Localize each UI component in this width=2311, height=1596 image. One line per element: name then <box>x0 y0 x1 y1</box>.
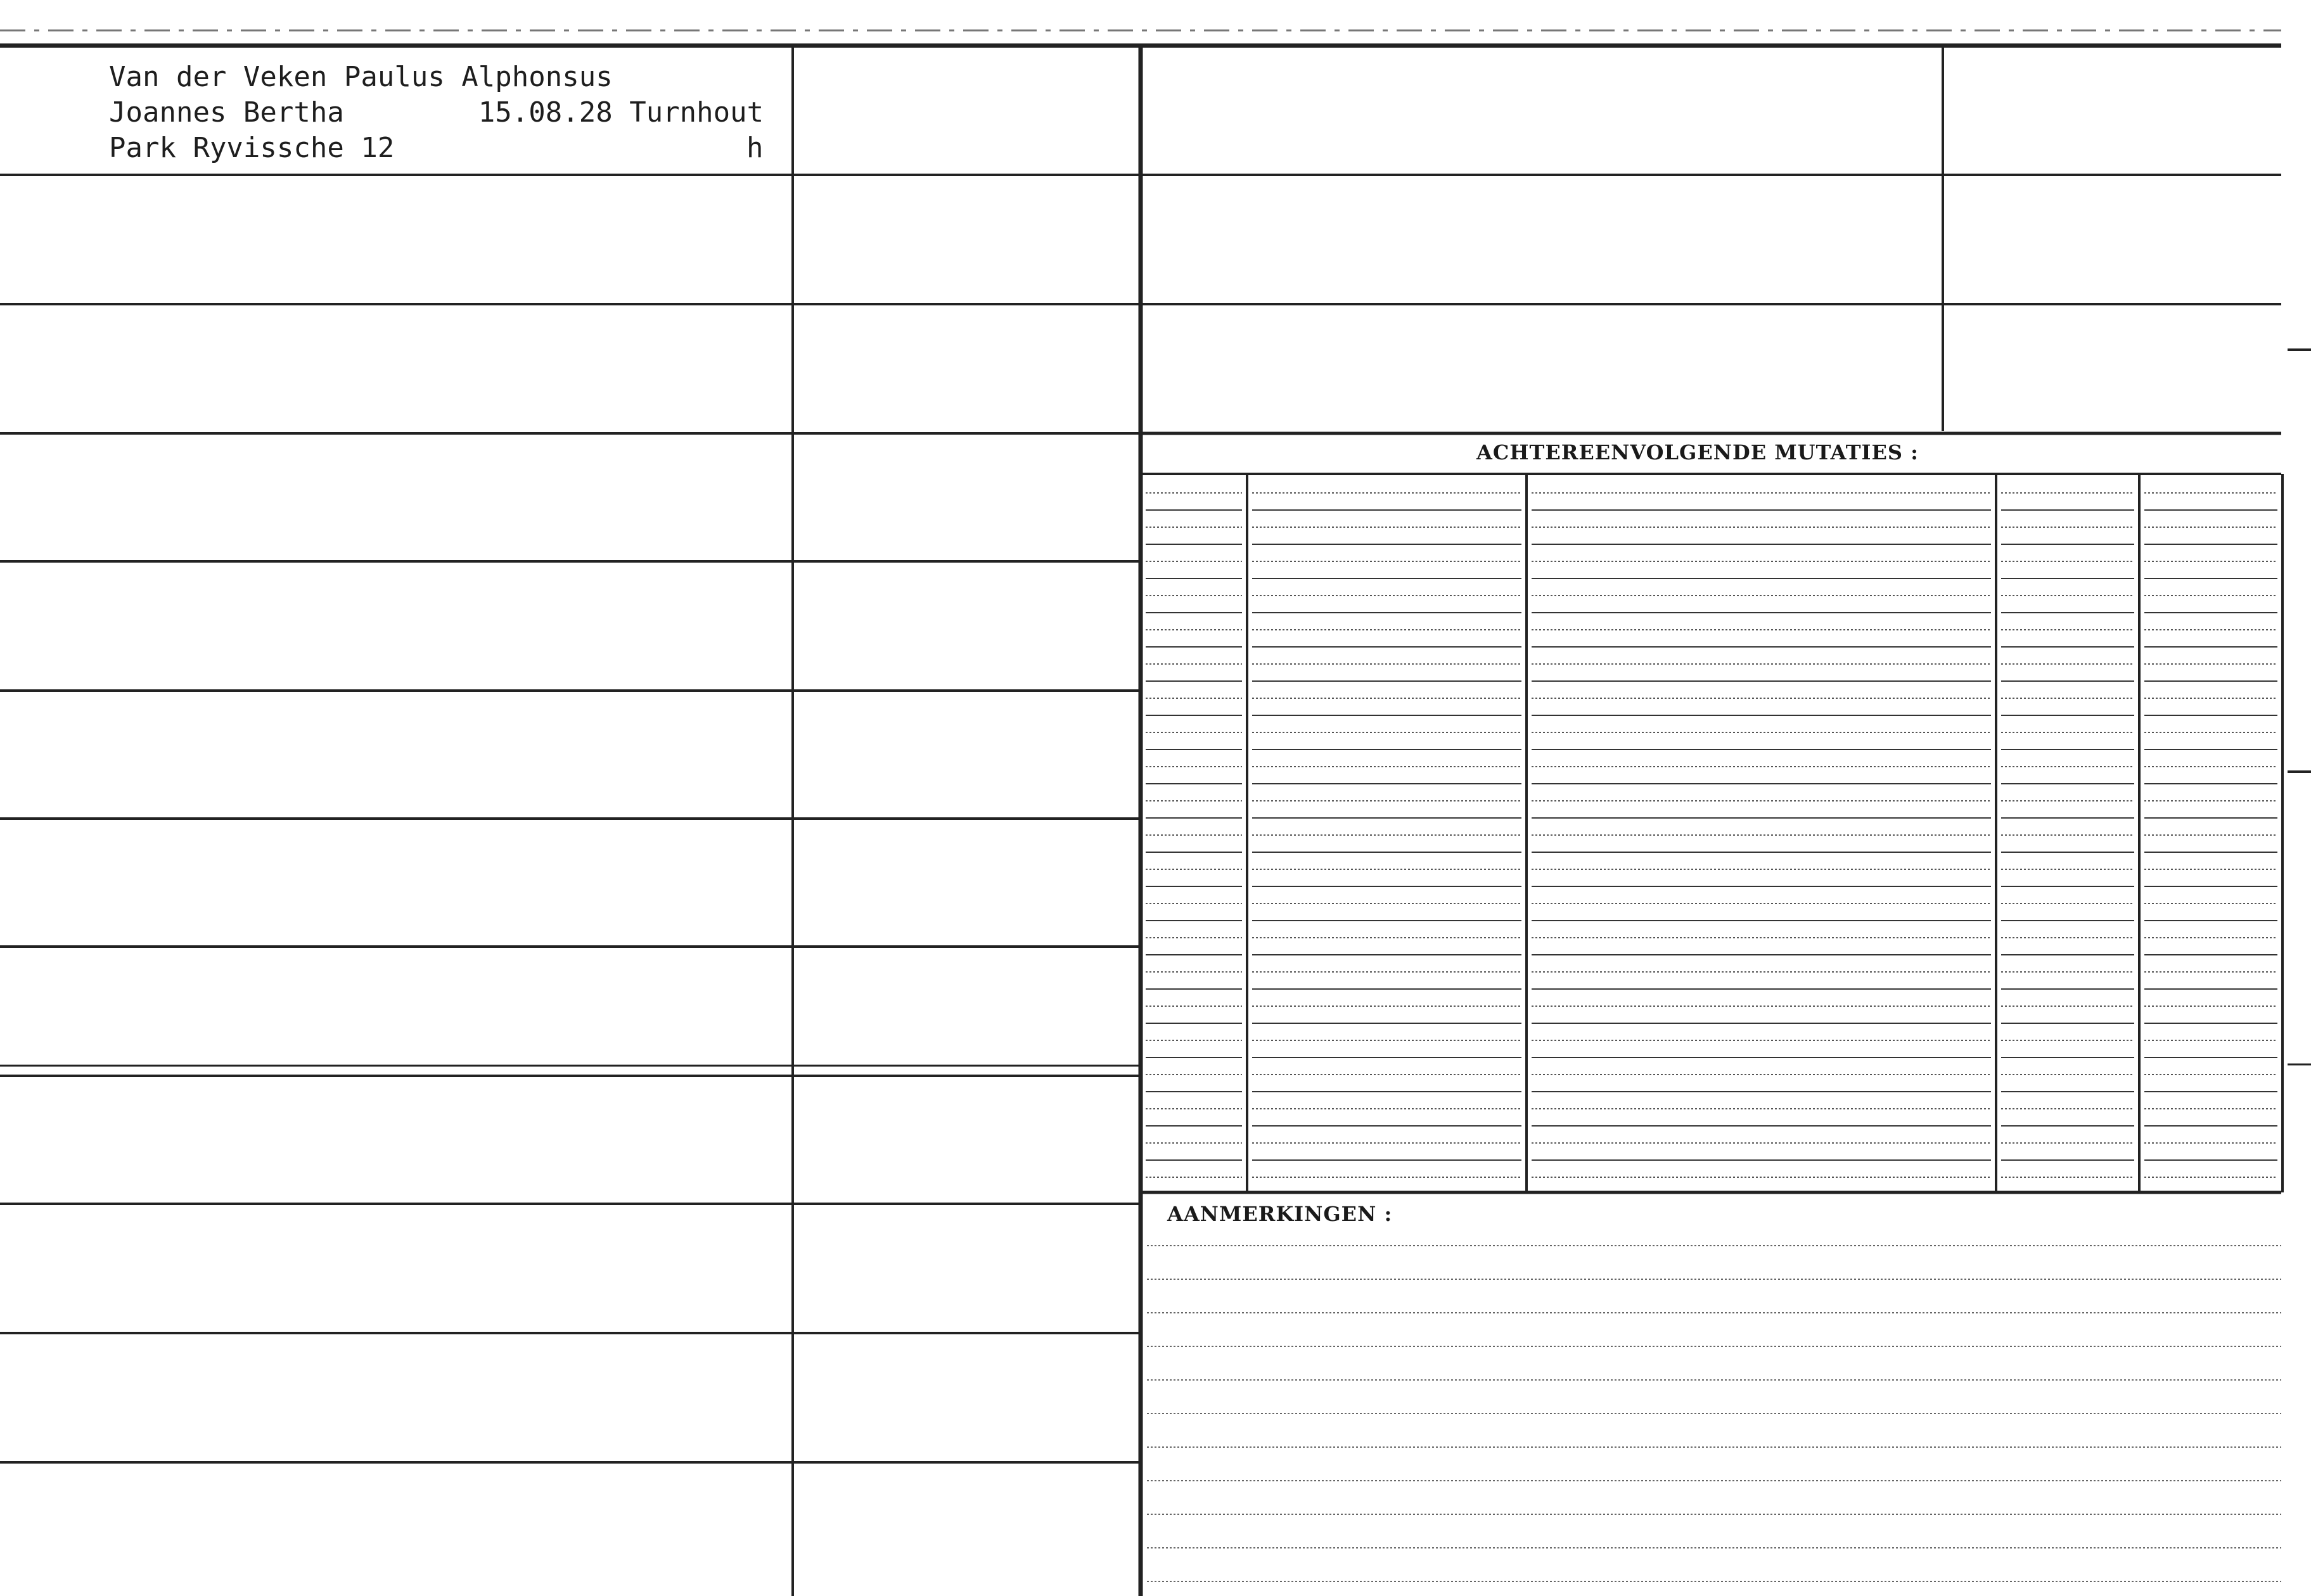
record-address-line: Park Ryvissche 12 <box>109 132 395 164</box>
record-mark: h <box>746 132 764 164</box>
remarks-heading: AANMERKINGEN : <box>1167 1202 1393 1226</box>
record-names-birth-line: Joannes Bertha 15.08.28 Turnhout <box>109 96 764 129</box>
mutations-heading: ACHTEREENVOLGENDE MUTATIES : <box>1476 440 1919 464</box>
record-name-line: Van der Veken Paulus Alphonsus <box>109 61 613 93</box>
